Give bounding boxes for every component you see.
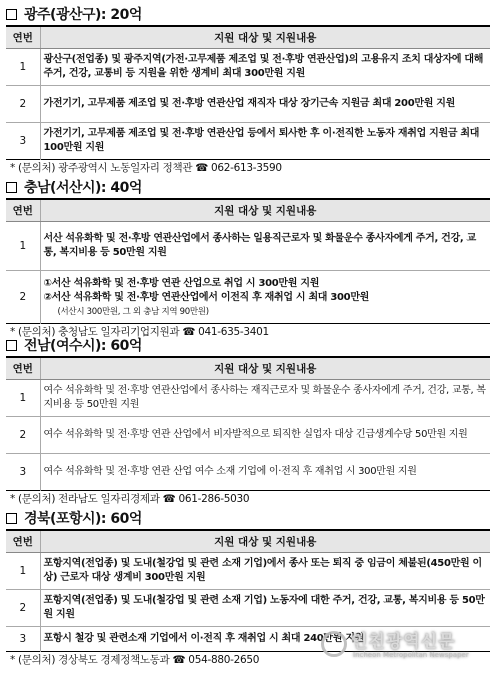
support-table: [6, 356, 490, 491]
section-title: 전남(여수시): 60억: [6, 334, 490, 356]
support-table: [6, 25, 490, 160]
header-no: 연번: [6, 357, 40, 380]
item-line: ①서산 석유화학 및 전·후방 연관 산업으로 취업 시 300만원 지원: [43, 277, 320, 289]
contact-note: * (문의처) 광주광역시 노동일자리 정책관 ☎ 062-613-3590: [10, 162, 282, 174]
watermark-title: 인천광역신문: [351, 632, 456, 652]
section-chungnam: [6, 176, 490, 341]
header-content: 지원 대상 및 지원내용: [40, 26, 490, 49]
table-row: 1 서산 석유화학 및 전·후방 연관산업에서 종사하는 일용직근로자 및 화물운수 종사자에게 주거, 건강, 교통, 복지비용 등 50만원 지원: [6, 222, 490, 271]
checkbox-icon: [6, 182, 17, 193]
contact-note: * (문의처) 충청남도 일자리기업지원과 ☎ 041-635-3401: [10, 326, 269, 338]
section-jeonnam: [6, 334, 490, 508]
section-title: 경북(포항시): 60억: [6, 507, 490, 529]
logo-circle-icon: [321, 631, 347, 657]
checkbox-icon: [6, 340, 17, 351]
table-row: 1 여수 석유화학 및 전·후방 연관산업에서 종사하는 재직근로자 및 화물운수 종사자에게 주거, 건강, 교통, 복지비용 등 50만원 지원: [6, 380, 490, 417]
table-row: 3 포항시 철강 및 관련소재 기업에서 이·전직 후 재취업 시 최대 240만원 지원: [6, 627, 490, 652]
contact-note: * (문의처) 경상북도 경제정책노동과 ☎ 054-880-2650: [10, 654, 260, 666]
header-no: 연번: [6, 199, 40, 222]
header-content: 지원 대상 및 지원내용: [40, 357, 490, 380]
header-content: 지원 대상 및 지원내용: [40, 530, 490, 553]
section-title: 충남(서산시): 40억: [6, 176, 490, 198]
table-row: 3 가전기기, 고무제품 제조업 및 전·후방 연관산업 등에서 퇴사한 후 이·전직한 노동자 재취업 지원금 최대 100만원 지원: [6, 123, 490, 160]
table-row: 2 ①서산 석유화학 및 전·후방 연관 산업으로 취업 시 300만원 지원 ②서산 석유화학 및 전·후방 연관산업에서 이전직 후 재취업 시 최대 300만원 (서산시 300만원, 그 외 충남 지역 90만원): [6, 271, 490, 324]
table-row: 2 가전기기, 고무제품 제조업 및 전·후방 연관산업 재직자 대상 장기근속 지원금 최대 200만원 지원: [6, 86, 490, 123]
table-row: 1 포항지역(전업종) 및 도내(철강업 및 관련 소재 기업)에서 종사 또는 퇴직 중 임금이 체불된(450만원 이상) 근로자 대상 생계비 300만원 지원: [6, 553, 490, 590]
table-row: 1 광산구(전업종) 및 광주지역(가전·고무제품 제조업 및 전·후방 연관산업)의 고용유지 조치 대상자에 대해 주거, 건강, 교통비 등 지원을 위한 생계비 최대 300만원 지원: [6, 49, 490, 86]
section-title: 광주(광산구): 20억: [6, 3, 490, 25]
support-table: [6, 198, 490, 324]
contact-note: * (문의처) 전라남도 일자리경제과 ☎ 061-286-5030: [10, 493, 250, 505]
item-subnote: (서산시 300만원, 그 외 충남 지역 90만원): [57, 306, 209, 317]
header-no: 연번: [6, 530, 40, 553]
item-line: ②서산 석유화학 및 전·후방 연관산업에서 이전직 후 재취업 시 최대 300만원: [43, 292, 370, 303]
table-row: 2 여수 석유화학 및 전·후방 연관 산업에서 비자발적으로 퇴직한 실업자 대상 긴급생계수당 50만원 지원: [6, 417, 490, 454]
header-no: 연번: [6, 26, 40, 49]
watermark-subtitle: Incheon Metropolitan Newspaper: [353, 651, 469, 659]
checkbox-icon: [6, 513, 17, 524]
section-gwangju: [6, 3, 490, 177]
newspaper-watermark: [321, 627, 481, 667]
table-row: 3 여수 석유화학 및 전·후방 연관 산업 여수 소재 기업에 이·전직 후 재취업 시 300만원 지원: [6, 454, 490, 491]
checkbox-icon: [6, 9, 17, 20]
table-row: 2 포항지역(전업종) 및 도내(철강업 및 관련 소재 기업) 노동자에 대한 주거, 건강, 교통, 복지비용 등 50만원 지원: [6, 590, 490, 627]
header-content: 지원 대상 및 지원내용: [40, 199, 490, 222]
